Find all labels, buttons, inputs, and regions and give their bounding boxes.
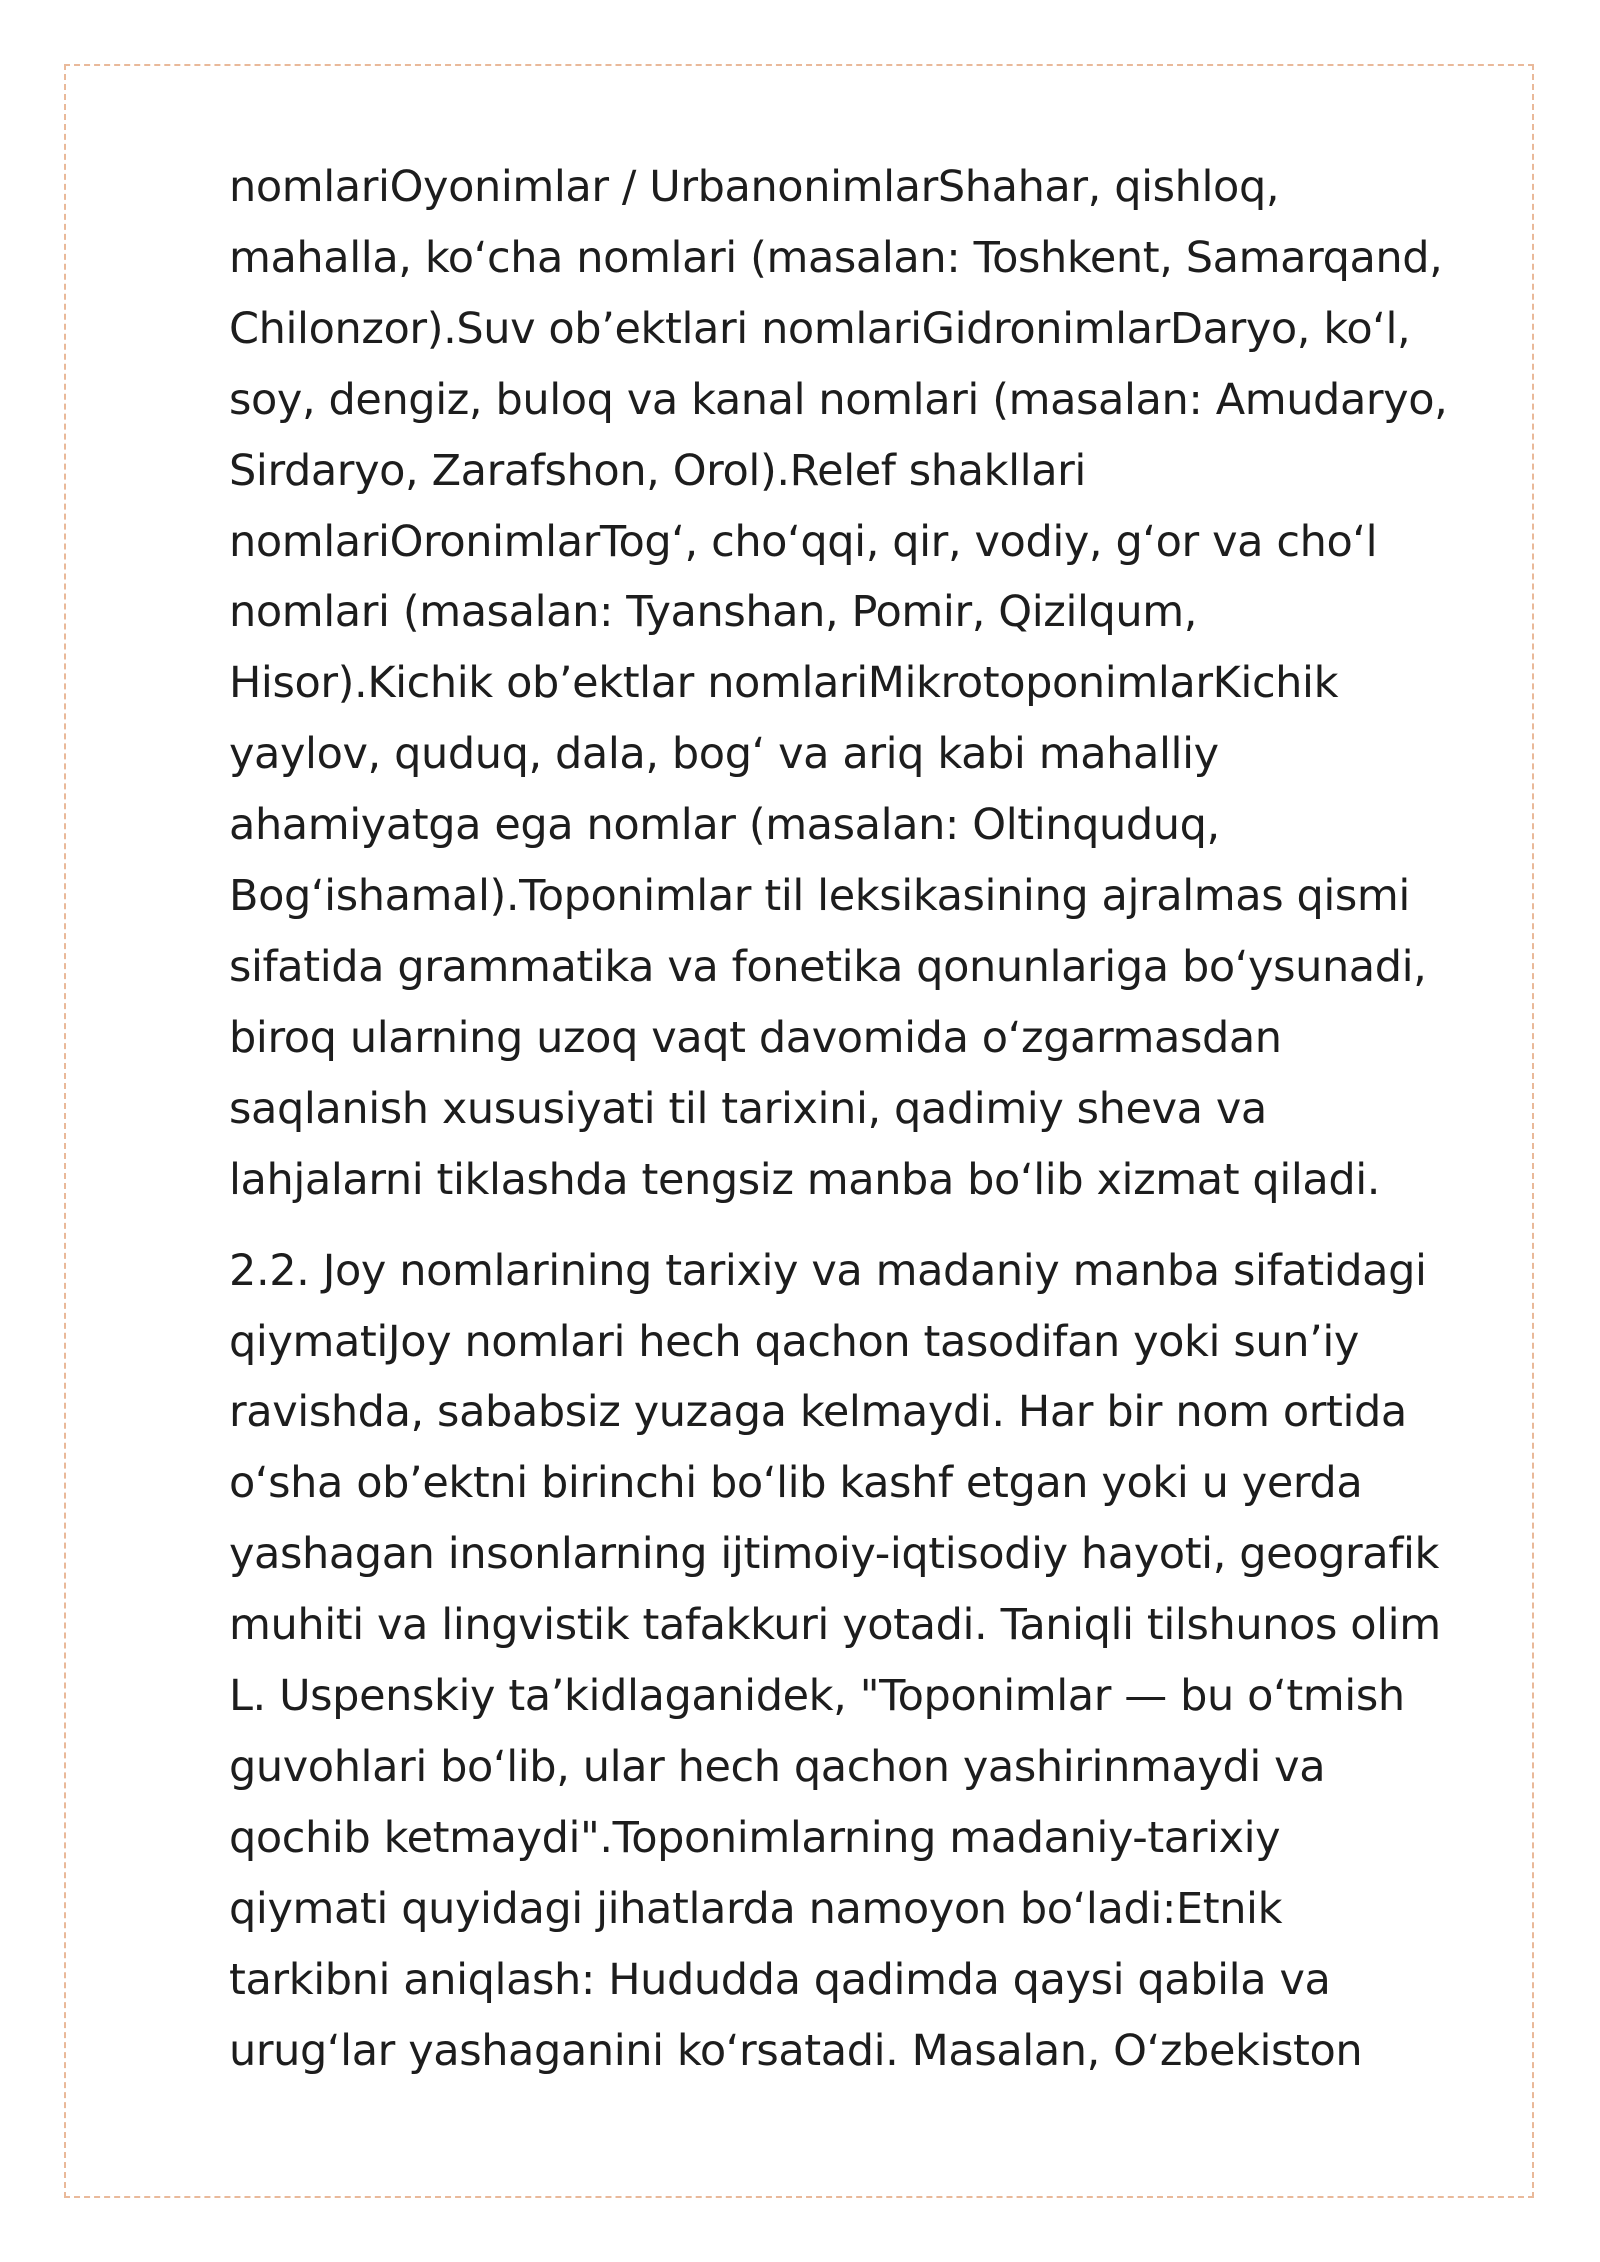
text-line: Sirdaryo, Zarafshon, Orol).Relef shakllari bbox=[229, 445, 1086, 496]
text-line: guvohlari bo‘lib, ular hech qachon yashirinmaydi va bbox=[229, 1741, 1326, 1792]
text-line: nomlariOyonimlar / UrbanonimlarShahar, qishloq, bbox=[229, 162, 1280, 212]
paragraph-2 bbox=[229, 1236, 1479, 2087]
text-line: nomlariOronimlarTog‘, cho‘qqi, qir, vodiy, g‘or va cho‘l bbox=[229, 516, 1378, 567]
text-line: Chilonzor).Suv ob’ektlari nomlariGidronimlarDaryo, ko‘l, bbox=[229, 303, 1411, 354]
text-line: nomlari (masalan: Tyanshan, Pomir, Qizilqum, bbox=[229, 587, 1198, 638]
text-line: ravishda, sababsiz yuzaga kelmaydi. Har bir nom ortida bbox=[229, 1387, 1407, 1438]
text-line: lahjalarni tiklashda tengsiz manba bo‘lib xizmat qiladi. bbox=[229, 1154, 1381, 1205]
text-line: qiymatiJoy nomlari hech qachon tasodifan yoki sun’iy bbox=[229, 1316, 1359, 1367]
text-line: yaylov, quduq, dala, bog‘ va ariq kabi mahalliy bbox=[229, 729, 1219, 780]
text-line: urug‘lar yashaganini ko‘rsatadi. Masalan, O‘zbekiston bbox=[229, 2025, 1363, 2076]
text-line: yashagan insonlarning ijtimoiy-iqtisodiy hayoti, geografik bbox=[229, 1529, 1440, 1580]
document-body bbox=[229, 152, 1479, 2086]
text-line: saqlanish xususiyati til tarixini, qadimiy sheva va bbox=[229, 1083, 1267, 1134]
text-line: o‘sha ob’ektni birinchi bo‘lib kashf etgan yoki u yerda bbox=[229, 1458, 1363, 1509]
paragraph-spacer bbox=[229, 1216, 1479, 1236]
text-line: sifatida grammatika va fonetika qonunlariga bo‘ysunadi, bbox=[229, 941, 1427, 992]
text-line: qochib ketmaydi".Toponimlarning madaniy-tarixiy bbox=[229, 1812, 1281, 1863]
text-line: muhiti va lingvistik tafakkuri yotadi. Taniqli tilshunos olim bbox=[229, 1600, 1441, 1651]
text-line: Hisor).Kichik ob’ektlar nomlariMikrotoponimlarKichik bbox=[229, 658, 1339, 709]
text-line: L. Uspenskiy ta’kidlaganidek, "Toponimlar — bu o‘tmish bbox=[229, 1671, 1405, 1722]
paragraph-1 bbox=[229, 152, 1479, 1216]
text-line: 2.2. Joy nomlarining tarixiy va madaniy manba sifatidagi bbox=[229, 1245, 1427, 1296]
text-line: biroq ularning uzoq vaqt davomida o‘zgarmasdan bbox=[229, 1012, 1282, 1063]
text-line: Bog‘ishamal).Toponimlar til leksikasining ajralmas qismi bbox=[229, 871, 1410, 922]
text-line: soy, dengiz, buloq va kanal nomlari (masalan: Amudaryo, bbox=[229, 374, 1448, 425]
text-line: tarkibni aniqlash: Hududda qadimda qaysi qabila va bbox=[229, 1954, 1331, 2005]
text-line: qiymati quyidagi jihatlarda namoyon bo‘ladi:Etnik bbox=[229, 1883, 1283, 1934]
text-line: ahamiyatga ega nomlar (masalan: Oltinquduq, bbox=[229, 800, 1220, 851]
text-line: mahalla, ko‘cha nomlari (masalan: Toshkent, Samarqand, bbox=[229, 232, 1443, 283]
